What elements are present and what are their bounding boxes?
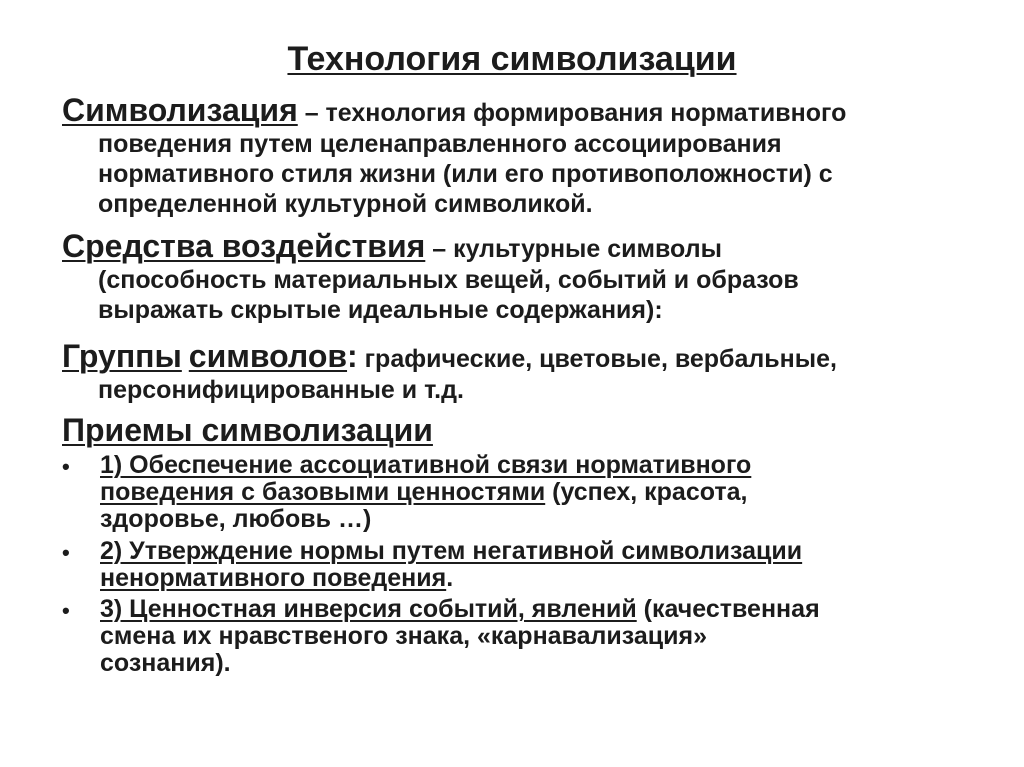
means-text: – культурные символы xyxy=(425,235,722,263)
definition-line-4: определенной культурной символикой. xyxy=(98,190,593,218)
item-underlined-text: 1) Обеспечение ассоциативной связи нормативного xyxy=(100,451,752,479)
section-groups-line-1 xyxy=(62,338,837,377)
term-means: Средства воздействия xyxy=(62,228,426,264)
section-means-line-1 xyxy=(62,228,722,267)
item-line xyxy=(100,506,371,533)
item-underlined-text: 3) Ценностная инверсия событий, явлений xyxy=(100,595,637,623)
item-text: . xyxy=(446,564,454,592)
section-symbolization-line-1 xyxy=(62,92,846,131)
item-text: здоровье, любовь …) xyxy=(100,505,372,533)
bullet-icon: • xyxy=(62,598,70,623)
term-techniques: Приемы символизации xyxy=(62,412,433,448)
item-line xyxy=(100,623,707,650)
groups-text: графические, цветовые, вербальные, xyxy=(357,345,837,373)
term-symbols: символов xyxy=(188,338,348,374)
item-line xyxy=(100,479,747,506)
groups-line-2: персонифицированные и т.д. xyxy=(98,376,464,404)
section-techniques xyxy=(62,412,433,451)
item-text: смена их нравственого знака, «карнавализация» xyxy=(100,622,708,650)
means-line-3: выражать скрытые идеальные содержания): xyxy=(98,296,663,324)
item-line xyxy=(100,452,751,479)
bullet-icon: • xyxy=(62,540,70,565)
definition-line-2: поведения путем целенаправленного ассоциирования xyxy=(98,130,782,158)
means-line-2: (способность материальных вещей, событий и образов xyxy=(98,266,799,294)
item-underlined-text: ненормативного поведения xyxy=(100,564,447,592)
bullet-icon: • xyxy=(62,454,70,479)
term-symbolization: Символизация xyxy=(62,92,298,128)
term-groups: Группы xyxy=(62,338,182,374)
groups-colon: : xyxy=(347,338,358,374)
item-text: (качественная xyxy=(636,595,820,623)
item-text: (успех, красота, xyxy=(545,478,748,506)
item-underlined-text: поведения с базовыми ценностями xyxy=(100,478,546,506)
slide-title: Технология символизации xyxy=(287,40,737,78)
definition-text: – технология формирования нормативного xyxy=(297,99,847,127)
item-line xyxy=(100,596,820,623)
item-underlined-text: 2) Утверждение нормы путем негативной символизации xyxy=(100,537,803,565)
item-line xyxy=(100,650,231,677)
item-text: сознания). xyxy=(100,649,231,677)
item-line xyxy=(100,538,802,565)
item-line xyxy=(100,565,453,592)
definition-line-3: нормативного стиля жизни (или его противоположности) с xyxy=(98,160,833,188)
